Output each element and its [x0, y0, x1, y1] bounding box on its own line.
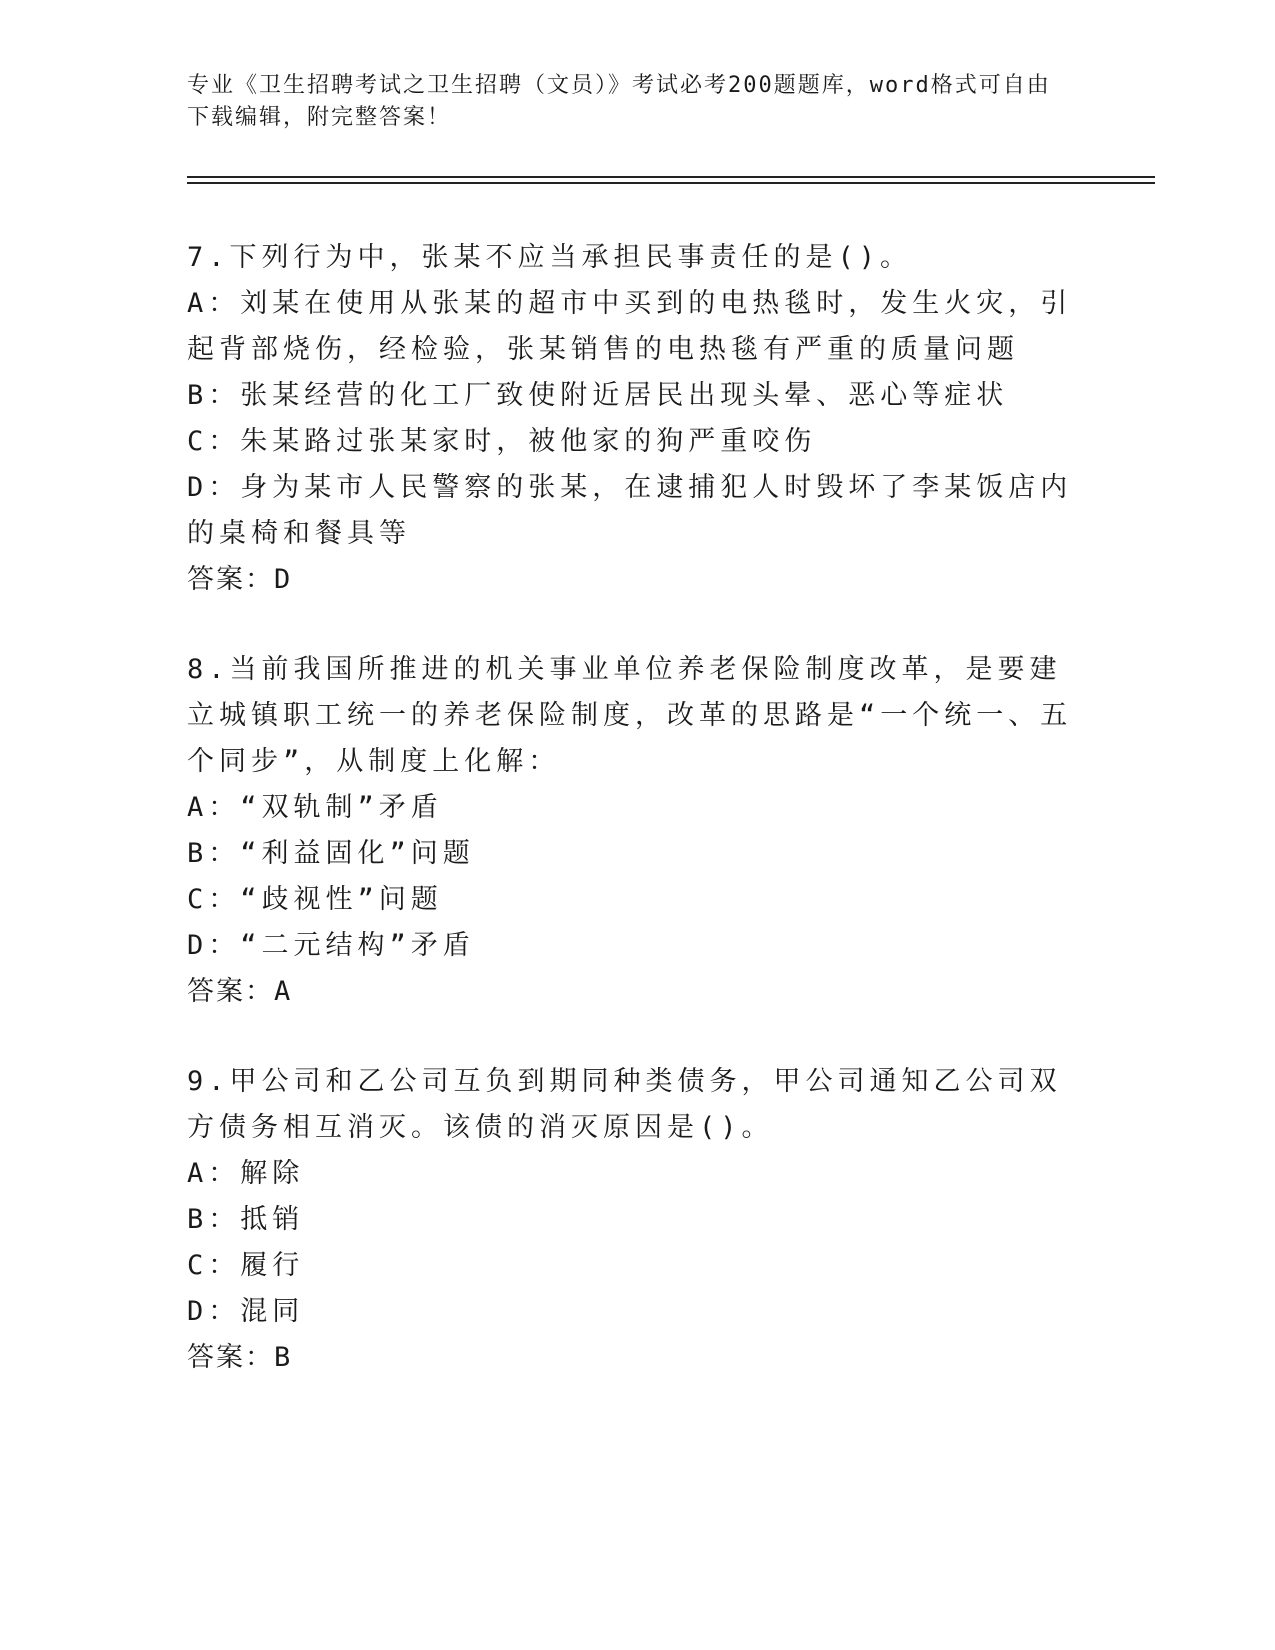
option-c: C：履行	[187, 1250, 305, 1281]
option-b: B：“利益固化”问题	[187, 838, 475, 869]
option-d: D：身为某市人民警察的张某，在逮捕犯人时毁坏了李某饭店内的桌椅和餐具等	[187, 472, 1073, 549]
option-a: A：“双轨制”矛盾	[187, 792, 443, 823]
option-c: C：“歧视性”问题	[187, 884, 443, 915]
question-stem: 7.下列行为中，张某不应当承担民事责任的是()。	[187, 242, 913, 273]
answer-text: 答案：A	[187, 976, 293, 1007]
header-divider-bottom	[187, 182, 1155, 184]
question-9	[187, 1059, 1077, 1381]
question-7	[187, 235, 1077, 603]
option-c: C：朱某路过张某家时，被他家的狗严重咬伤	[187, 426, 817, 457]
question-stem: 8.当前我国所推进的机关事业单位养老保险制度改革，是要建立城镇职工统一的养老保险制度，改革的思路是“一个统一、五个同步”，从制度上化解：	[187, 654, 1073, 777]
question-list	[187, 235, 1077, 1425]
option-b: B：抵销	[187, 1204, 305, 1235]
document-header: 专业《卫生招聘考试之卫生招聘（文员）》考试必考200题题库，word格式可自由下载编辑，附完整答案！	[187, 73, 1051, 130]
question-stem: 9.甲公司和乙公司互负到期同种类债务，甲公司通知乙公司双方债务相互消灭。该债的消灭原因是()。	[187, 1066, 1062, 1143]
option-d: D：“二元结构”矛盾	[187, 930, 475, 961]
answer-text: 答案：B	[187, 1342, 293, 1373]
option-a: A：解除	[187, 1158, 305, 1189]
option-a: A：刘某在使用从张某的超市中买到的电热毯时，发生火灾，引起背部烧伤，经检验，张某销售的电热毯有严重的质量问题	[187, 288, 1073, 365]
option-b: B：张某经营的化工厂致使附近居民出现头晕、恶心等症状	[187, 380, 1009, 411]
answer-text: 答案：D	[187, 564, 293, 595]
question-8	[187, 647, 1077, 1015]
header-divider-top	[187, 176, 1155, 178]
option-d: D：混同	[187, 1296, 305, 1327]
